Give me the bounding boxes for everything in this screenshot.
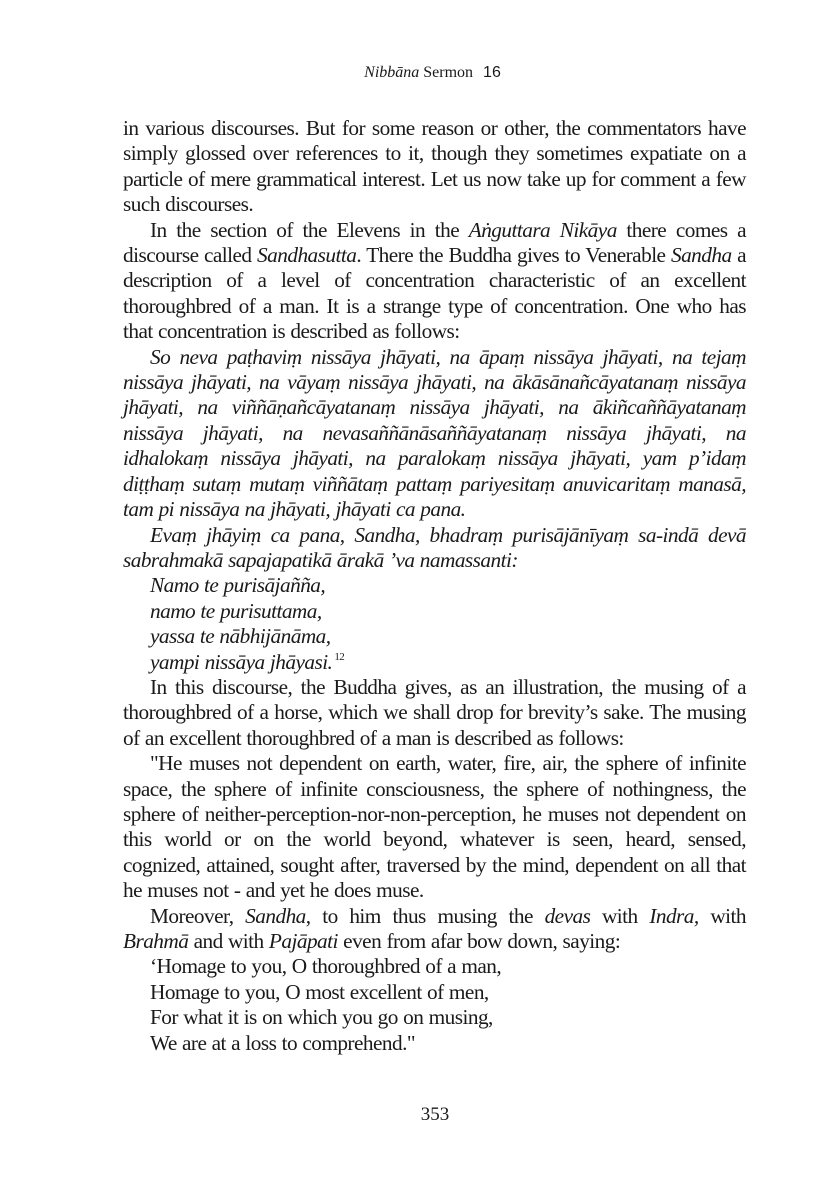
header-title: Sermon (423, 64, 474, 81)
footnote-marker[interactable]: 12 (334, 650, 345, 663)
text-italic-anguttara: Aṅguttara Nikāya (468, 217, 617, 242)
text-run: a description of a level of concentration characteristic of an excellent thoroughbred of a man. It is a strange type of concentration. One who has that concentration is described as follows: (123, 243, 746, 344)
text-run: even from afar bow down, saying: (337, 929, 621, 953)
pali-verse-line: namo te purisuttama, (150, 598, 322, 623)
text-italic-indra: Indra, (649, 903, 699, 928)
text-run: with (698, 903, 746, 928)
paragraph-continued: in various discourses. But for some reason or other, the commentators have simply glossed over references to it, though they sometimes expatiate on a particle of mere grammatical interest. Let us now take up for comment a few such discourses. (123, 116, 746, 217)
paragraph-sandhasutta-intro (123, 218, 746, 345)
paragraph-illustration: In this discourse, the Buddha gives, as an illustration, the musing of a thoroughbred of a horse, which we shall drop for brevity’s sake. The musing of an excellent thoroughbred of a man is described as follows: (123, 674, 746, 750)
text-italic-pajapati: Pajāpati (268, 929, 338, 953)
header-title-italic: Nibbāna (364, 64, 420, 81)
paragraph-translation: "He muses not dependent on earth, water, fire, air, the sphere of infinite space, the sphere of infinite consciousness, the sphere of nothingness, the sphere of neither-perception-nor-non-perception, he muses not dependent on this world or on the world beyond, whatever is seen, heard, sensed, cognized, attained, sought after, traversed by the mind, dependent on all that he muses not - and yet he does muse. (123, 751, 746, 903)
header-sermon-number: 16 (483, 64, 501, 81)
pali-verse-line-last (150, 650, 746, 675)
text-run: there comes a discourse called (123, 217, 746, 268)
body-text (123, 116, 746, 1056)
text-run: with (590, 903, 650, 928)
text-italic-sandha: Sandha (670, 243, 732, 268)
text-italic-sandha: Sandha (245, 903, 306, 928)
text-italic-brahma: Brahmā (123, 929, 189, 953)
paragraph-devas (123, 904, 746, 955)
english-verse-line: ‘Homage to you, O thoroughbred of a man, (150, 954, 502, 979)
pali-verse-line: Namo te purisājañña, (150, 573, 326, 598)
text-run: . There the Buddha gives to Venerable (356, 243, 671, 268)
text-run: Moreover, (150, 903, 246, 928)
pali-quote-paragraph-2: Evaṃ jhāyiṃ ca pana, Sandha, bhadraṃ purisājānīyaṃ sa-indā devā sabrahmakā sapajapatikā ārakā ’va namassanti: (123, 522, 746, 572)
text-run: , to him thus musing the (305, 903, 545, 928)
english-verse (123, 954, 746, 1056)
running-header (0, 62, 840, 84)
pali-verse-line: yassa te nābhijānāma, (150, 624, 331, 649)
english-verse-line: For what it is on which you go on musing, (150, 1005, 493, 1030)
page-number: 353 (420, 1104, 450, 1125)
english-verse-line: We are at a loss to comprehend." (150, 1030, 415, 1055)
english-verse-line: Homage to you, O most excellent of men, (150, 979, 489, 1004)
text-run: and with (188, 929, 269, 953)
pali-quote-paragraph: So neva paṭhaviṃ nissāya jhāyati, na āpaṃ nissāya jhāyati, na tejaṃ nissāya jhāyati, na vāyaṃ nissāya jhāyati, na ākāsānañcāyatanaṃ nissāya jhāyati, na viññāṇañcāyatanaṃ nissāya jhāyati, na ākiñcaññāyatanaṃ nissāya jhāyati, na nevasaññānāsaññāyatanaṃ nissāya jhāyati, na idhalokaṃ nissāya jhāyati, na paralokaṃ nissāya jhāyati, yam p’idaṃ diṭṭhaṃ sutaṃ mutaṃ viññātaṃ pattaṃ pariyesitaṃ anuvicaritaṃ manasā, tam pi nissāya na jhāyati, jhāyati ca pana. (123, 344, 746, 522)
text-run: In the section of the Elevens in the (150, 217, 469, 242)
text-italic-devas: devas (544, 903, 591, 928)
pali-verse-text: yampi nissāya jhāyasi. (150, 649, 333, 674)
text-italic-sandhasutta: Sandhasutta (257, 243, 357, 268)
pali-verse (123, 573, 746, 675)
